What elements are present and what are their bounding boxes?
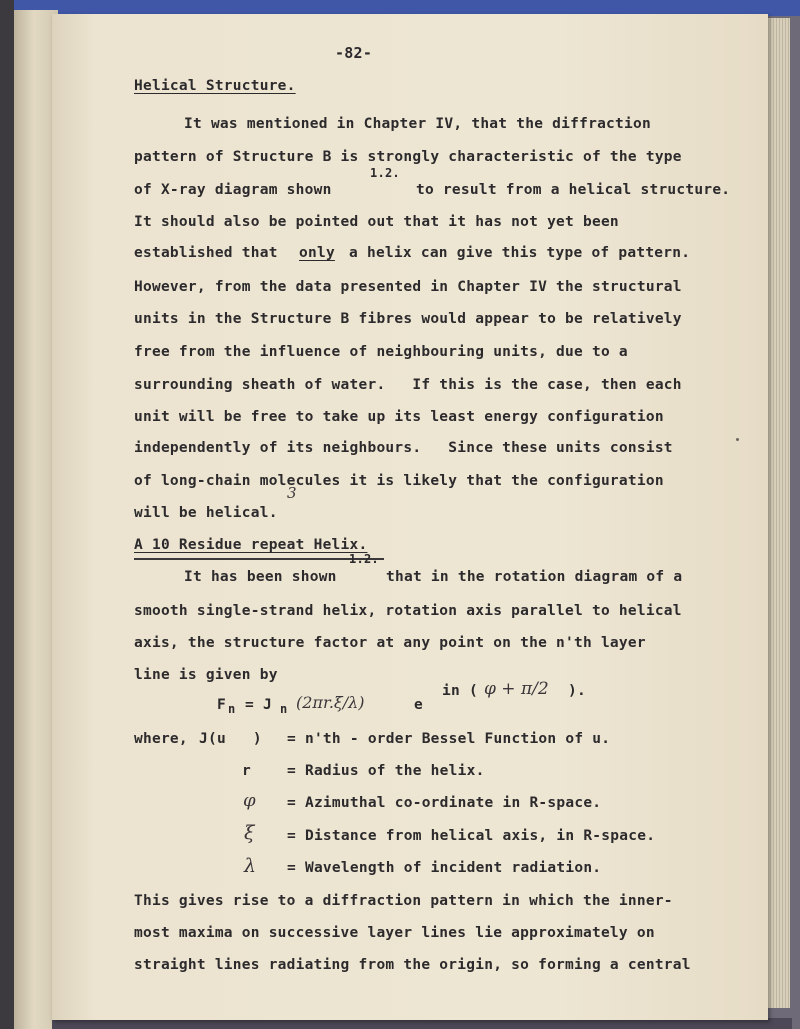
para3-line: straight lines radiating from the origin, so forming a central: [134, 957, 691, 973]
definition-symbol: J(u ): [199, 731, 262, 747]
book-cover-left: [0, 0, 14, 1029]
formula-exponent-suffix: ).: [568, 683, 586, 699]
para1-line: It should also be pointed out that it has not yet been: [134, 214, 619, 230]
formula-equals-j: = J: [245, 697, 272, 713]
para1-line: will be helical.: [134, 505, 278, 521]
para1-line: to result from a helical structure.: [416, 182, 731, 198]
definition-text: = Distance from helical axis, in R-space.: [287, 828, 656, 844]
para1-line: unit will be free to take up its least energy configuration: [134, 409, 664, 425]
definition-text: = n'th - order Bessel Function of u.: [287, 731, 611, 747]
formula-exponential: e: [414, 697, 423, 713]
page-number: -82-: [335, 44, 373, 62]
para1-line: independently of its neighbours. Since these units consist: [134, 440, 673, 456]
para2-line: line is given by: [134, 667, 278, 683]
para1-line: However, from the data presented in Chapter IV the structural: [134, 279, 682, 295]
heading-helical-structure: Helical Structure.: [134, 78, 296, 94]
definition-text: = Radius of the helix.: [287, 763, 485, 779]
definition-text: = Wavelength of incident radiation.: [287, 860, 602, 876]
handwritten-reference: 3: [287, 484, 297, 502]
heading-rule: [134, 558, 384, 560]
definition-text: = Azimuthal co-ordinate in R-space.: [287, 795, 602, 811]
where-label: where,: [134, 731, 188, 747]
formula-lhs: F: [217, 697, 226, 713]
heading-10-residue-helix: A 10 Residue repeat Helix.: [134, 537, 368, 553]
para1-line: surrounding sheath of water. If this is the case, then each: [134, 377, 682, 393]
para1-line: It was mentioned in Chapter IV, that the diffraction: [184, 116, 651, 132]
formula-lhs-subscript: n: [228, 702, 236, 716]
para2-line: It has been shown: [184, 569, 337, 585]
reference-superscript: 1.2.: [349, 552, 379, 566]
emphasis-only: only: [299, 245, 335, 261]
definition-symbol: φ: [243, 790, 256, 811]
para2-line: axis, the structure factor at any point on the n'th layer: [134, 635, 646, 651]
ink-speck: [736, 438, 739, 441]
reference-superscript: 1.2.: [370, 166, 400, 180]
para3-line: most maxima on successive layer lines lie approximately on: [134, 925, 655, 941]
para1-line: established that: [134, 245, 278, 261]
formula-j-subscript: n: [280, 702, 288, 716]
formula-bessel-argument: (2πr.ξ/λ): [296, 693, 365, 712]
para1-line: free from the influence of neighbouring units, due to a: [134, 344, 628, 360]
definition-symbol: ξ: [244, 822, 255, 844]
para2-line: that in the rotation diagram of a: [386, 569, 683, 585]
formula-exponent-prefix: in (: [442, 683, 478, 699]
formula-exponent-handwritten: φ + π/2: [484, 679, 549, 699]
para1-line: pattern of Structure B is strongly characteristic of the type: [134, 149, 682, 165]
para3-line: This gives rise to a diffraction pattern in which the inner-: [134, 893, 673, 909]
para1-line: units in the Structure B fibres would appear to be relatively: [134, 311, 682, 327]
para1-line: of X-ray diagram shown: [134, 182, 332, 198]
para2-line: smooth single-strand helix, rotation axis parallel to helical: [134, 603, 682, 619]
para1-line: a helix can give this type of pattern.: [349, 245, 691, 261]
definition-symbol: λ: [244, 855, 257, 877]
para1-line: of long-chain molecules it is likely that the configuration: [134, 473, 664, 489]
definition-symbol: r: [242, 763, 251, 779]
page-stack-edges: [768, 18, 790, 1008]
